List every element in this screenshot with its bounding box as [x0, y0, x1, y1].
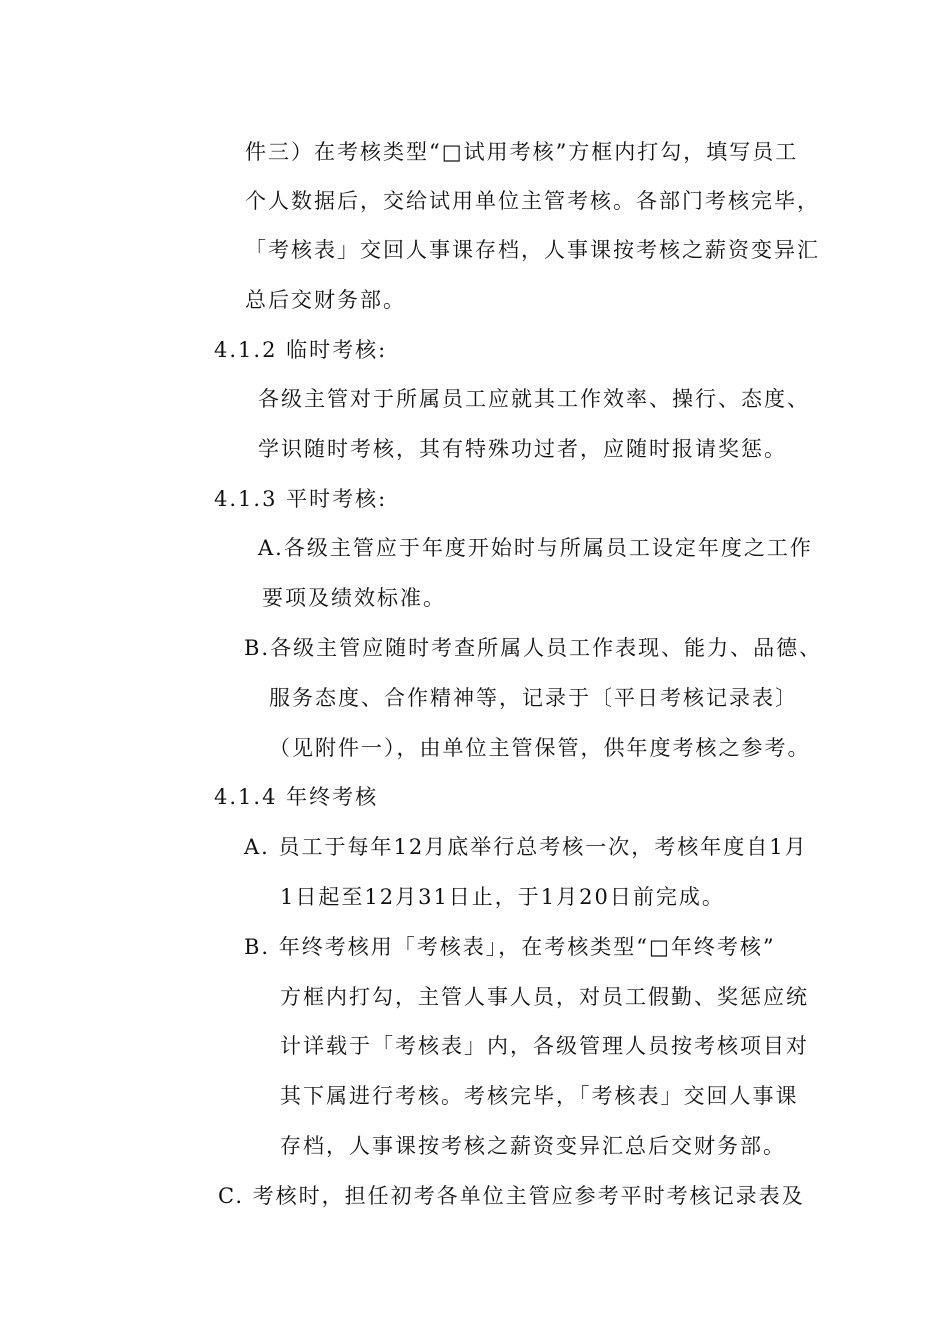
text-line: 服务态度、合作精神等，记录于〔平日考核记录表〕 — [269, 686, 798, 710]
section-heading: 4.1.2 临时考核: — [214, 338, 388, 362]
text-line: 其下属进行考核。考核完毕，「考核表」交回人事课 — [280, 1084, 799, 1108]
section-heading: 4.1.4 年终考核 — [214, 785, 379, 809]
list-item: B. 年终考核用「考核表」，在考核类型“□年终考核” — [244, 935, 776, 959]
list-item: A. 员工于每年12月底举行总考核一次，考核年度自1月 — [244, 835, 808, 859]
text-line: 计详载于「考核表」内，各级管理人员按考核项目对 — [280, 1034, 809, 1058]
text-line: 件三）在考核类型“□试用考核”方框内打勾，填写员工 — [245, 140, 799, 164]
text-line: 1日起至12月31日止，于1月20日前完成。 — [280, 885, 725, 909]
text-line: （见附件一），由单位主管保管，供年度考核之参考。 — [269, 736, 811, 760]
list-item: A.各级主管应于年度开始时与所属员工设定年度之工作 — [258, 536, 813, 560]
text-line: 方框内打勾，主管人事人员，对员工假勤、奖惩应统 — [280, 985, 809, 1009]
text-line: 存档，人事课按考核之薪资变异汇总后交财务部。 — [280, 1134, 786, 1158]
list-item: B.各级主管应随时考查所属人员工作表现、能力、品德、 — [244, 636, 823, 660]
section-heading: 4.1.3 平时考核: — [214, 487, 388, 511]
text-line: 个人数据后，交给试用单位主管考核。各部门考核完毕， — [245, 189, 820, 213]
text-line: 要项及绩效标准。 — [262, 586, 446, 610]
text-line: 学识随时考核，其有特殊功过者，应随时报请奖惩。 — [258, 437, 787, 461]
text-line: 各级主管对于所属员工应就其工作效率、操行、态度、 — [258, 387, 810, 411]
list-item: C. 考核时，担任初考各单位主管应参考平时考核记录表及 — [218, 1184, 805, 1208]
text-line: 总后交财务部。 — [245, 288, 406, 312]
text-line: 「考核表」交回人事课存档，人事课按考核之薪资变异汇 — [245, 238, 820, 262]
